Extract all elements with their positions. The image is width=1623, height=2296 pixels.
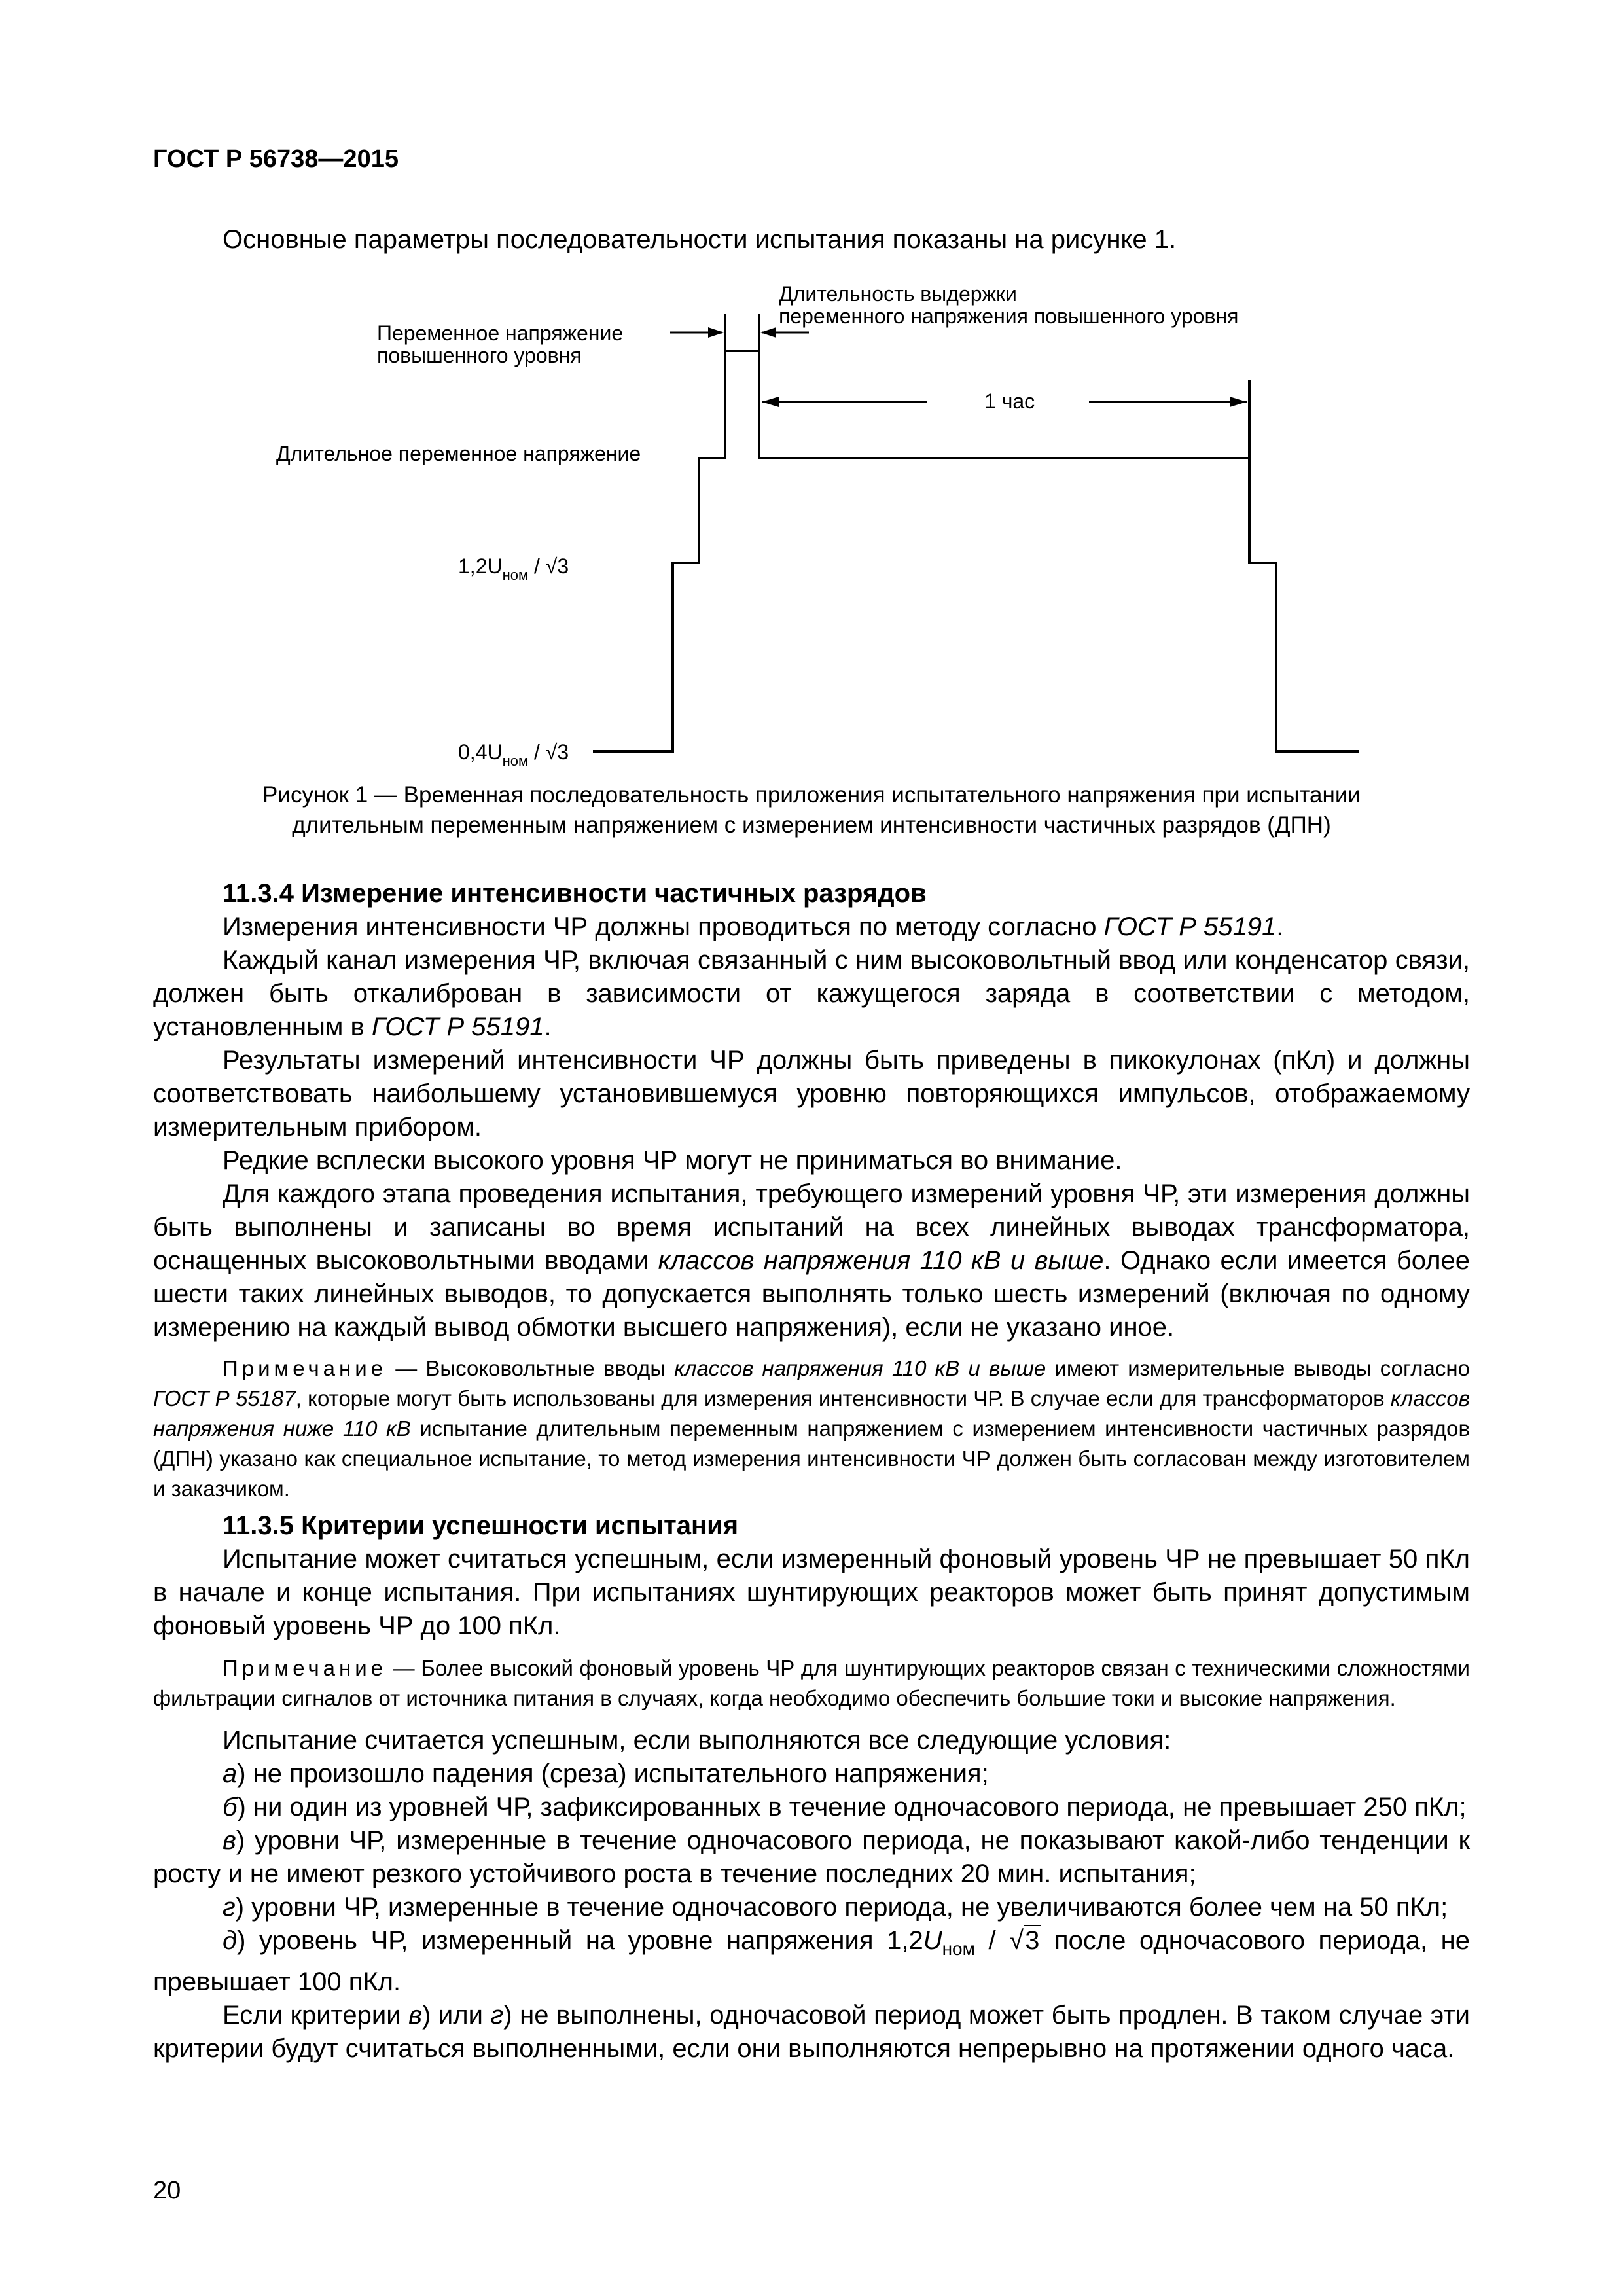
note-label: Примечание — [223, 1356, 387, 1380]
list-item: д) уровень ЧР, измеренный на уровне напряжения $1,2U_{ном} / √3$ после одночасового периода, не превышает 100 пКл. — [153, 1926, 1471, 1996]
reference-link: ГОСТ Р 55191 — [1103, 912, 1277, 941]
caption-line-2: длительным переменным напряжением с измерением интенсивности частичных разрядов (ДПН) — [292, 812, 1331, 838]
list-item: в) уровни ЧР, измеренные в течение одночасового периода, не показывают какой-либо тенденции к росту и не имеют резкого устойчивого роста в течение последних 20 мин. испытания; — [153, 1826, 1470, 1888]
voltage-sequence-figure — [0, 0, 1623, 772]
list-item: б) ни один из уровней ЧР, зафиксированных в течение одночасового периода, не превышает 250 пКл; — [223, 1793, 1467, 1821]
list-item: а) не произошло падения (среза) испытательного напряжения; — [223, 1759, 989, 1788]
note-block: Примечание — Высоковольтные вводы классов напряжения 110 кВ и выше имеют измерительные выводы согласно ГОСТ Р 55187, которые могут быть использованы для измерения интенсивности ЧР. В случае если для трансформаторов классов напряжения ниже 110 кВ испытание длительным переменным напряжением с измерением интенсивности частичных разрядов (ДПН) указано как специальное испытание, то метод измерения интенсивности ЧР должен быть согласован между изготовителем и заказчиком. — [153, 1356, 1471, 1501]
arrow-hold-right — [760, 327, 776, 338]
section-11-3-4 — [153, 877, 1470, 1504]
arrow-1h-right — [1230, 397, 1247, 407]
list-item: г) уровни ЧР, измеренные в течение одночасового периода, не увеличиваются более чем на 50 пКл; — [223, 1893, 1448, 1922]
paragraph: Каждый канал измерения ЧР, включая связанный с ним высоковольтный ввод или конденсатор связи, должен быть откалиброван в зависимости от кажущегося заряда в соответствии с методом, установленным в ГОСТ Р 55191. — [153, 946, 1470, 1041]
label-hold-duration-2: переменного напряжения повышенного уровня — [779, 304, 1239, 328]
paragraph: Испытание может считаться успешным, если измеренный фоновый уровень ЧР не превышает 50 пКл в начале и конце испытания. При испытаниях шунтирующих реакторов может быть принят допустимым фоновый уровень ЧР до 100 пКл. — [153, 1545, 1470, 1640]
label-one-hour: 1 час — [984, 389, 1035, 413]
arrow-hold-left — [708, 327, 724, 338]
paragraph: Измерения интенсивности ЧР должны проводиться по методу согласно ГОСТ Р 55191. — [223, 912, 1284, 941]
reference-link: ГОСТ Р 55191 — [371, 1013, 544, 1041]
label-enhanced-1: Переменное напряжение — [377, 321, 624, 345]
label-level-04: $0,4U_{ном} / √3$ — [458, 740, 569, 769]
paragraph: Испытание считается успешным, если выполняются все следующие условия: — [223, 1726, 1171, 1755]
label-enhanced-2: повышенного уровня — [377, 344, 582, 367]
paragraph: Редкие всплески высокого уровня ЧР могут не приниматься во внимание. — [223, 1146, 1122, 1175]
caption-line-1: Рисунок 1 — Временная последовательность приложения испытательного напряжения при испытании — [262, 782, 1361, 808]
section-heading-11-3-4: 11.3.4 Измерение интенсивности частичных разрядов — [223, 879, 927, 908]
section-heading-11-3-5: 11.3.5 Критерии успешности испытания — [223, 1511, 739, 1540]
intro-text: Основные параметры последовательности испытания показаны на рисунке 1. — [223, 225, 1177, 254]
paragraph: Если критерии в) или г) не выполнены, одночасовой период может быть продлен. В таком случае эти критерии будут считаться выполненными, если они выполняются непрерывно на протяжении одного часа. — [153, 2001, 1470, 2063]
voltage-profile-line — [593, 351, 1359, 751]
paragraph: Для каждого этапа проведения испытания, требующего измерений уровня ЧР, эти измерения должны быть выполнены и записаны во время испытаний на всех линейных выводах трансформатора, оснащенных высоковольтными вводами классов напряжения 110 кВ и выше. Однако если имеется более шести таких линейных выводов, то допускается выполнять только шесть измерений (включая по одному измерению на каждый вывод обмотки высшего напряжения), если не указано иное. — [153, 1179, 1471, 1342]
document-header: ГОСТ Р 56738—2015 — [153, 145, 399, 173]
note-label: Примечание — [223, 1656, 387, 1680]
paragraph: Результаты измерений интенсивности ЧР должны быть приведены в пикокулонах (пКл) и должны соответствовать наибольшему установившемуся уровню повторяющихся импульсов, отображаемому измерительным прибором. — [153, 1046, 1470, 1141]
label-hold-duration-1: Длительность выдержки — [779, 282, 1017, 306]
arrow-1h-left — [762, 397, 779, 407]
label-level-12: $1,2U_{ном} / √3$ — [458, 554, 569, 583]
page-number: 20 — [153, 2177, 181, 2204]
figure-caption — [164, 780, 1459, 840]
label-long-duration: Длительное переменное напряжение — [276, 442, 641, 465]
note-block: Примечание — Более высокий фоновый уровень ЧР для шунтирующих реакторов связан с техническими сложностями фильтрации сигналов от источника питания в случаях, когда необходимо обеспечить большие токи и высокие напряжения. — [153, 1656, 1470, 1710]
section-11-3-5 — [153, 1509, 1470, 2066]
